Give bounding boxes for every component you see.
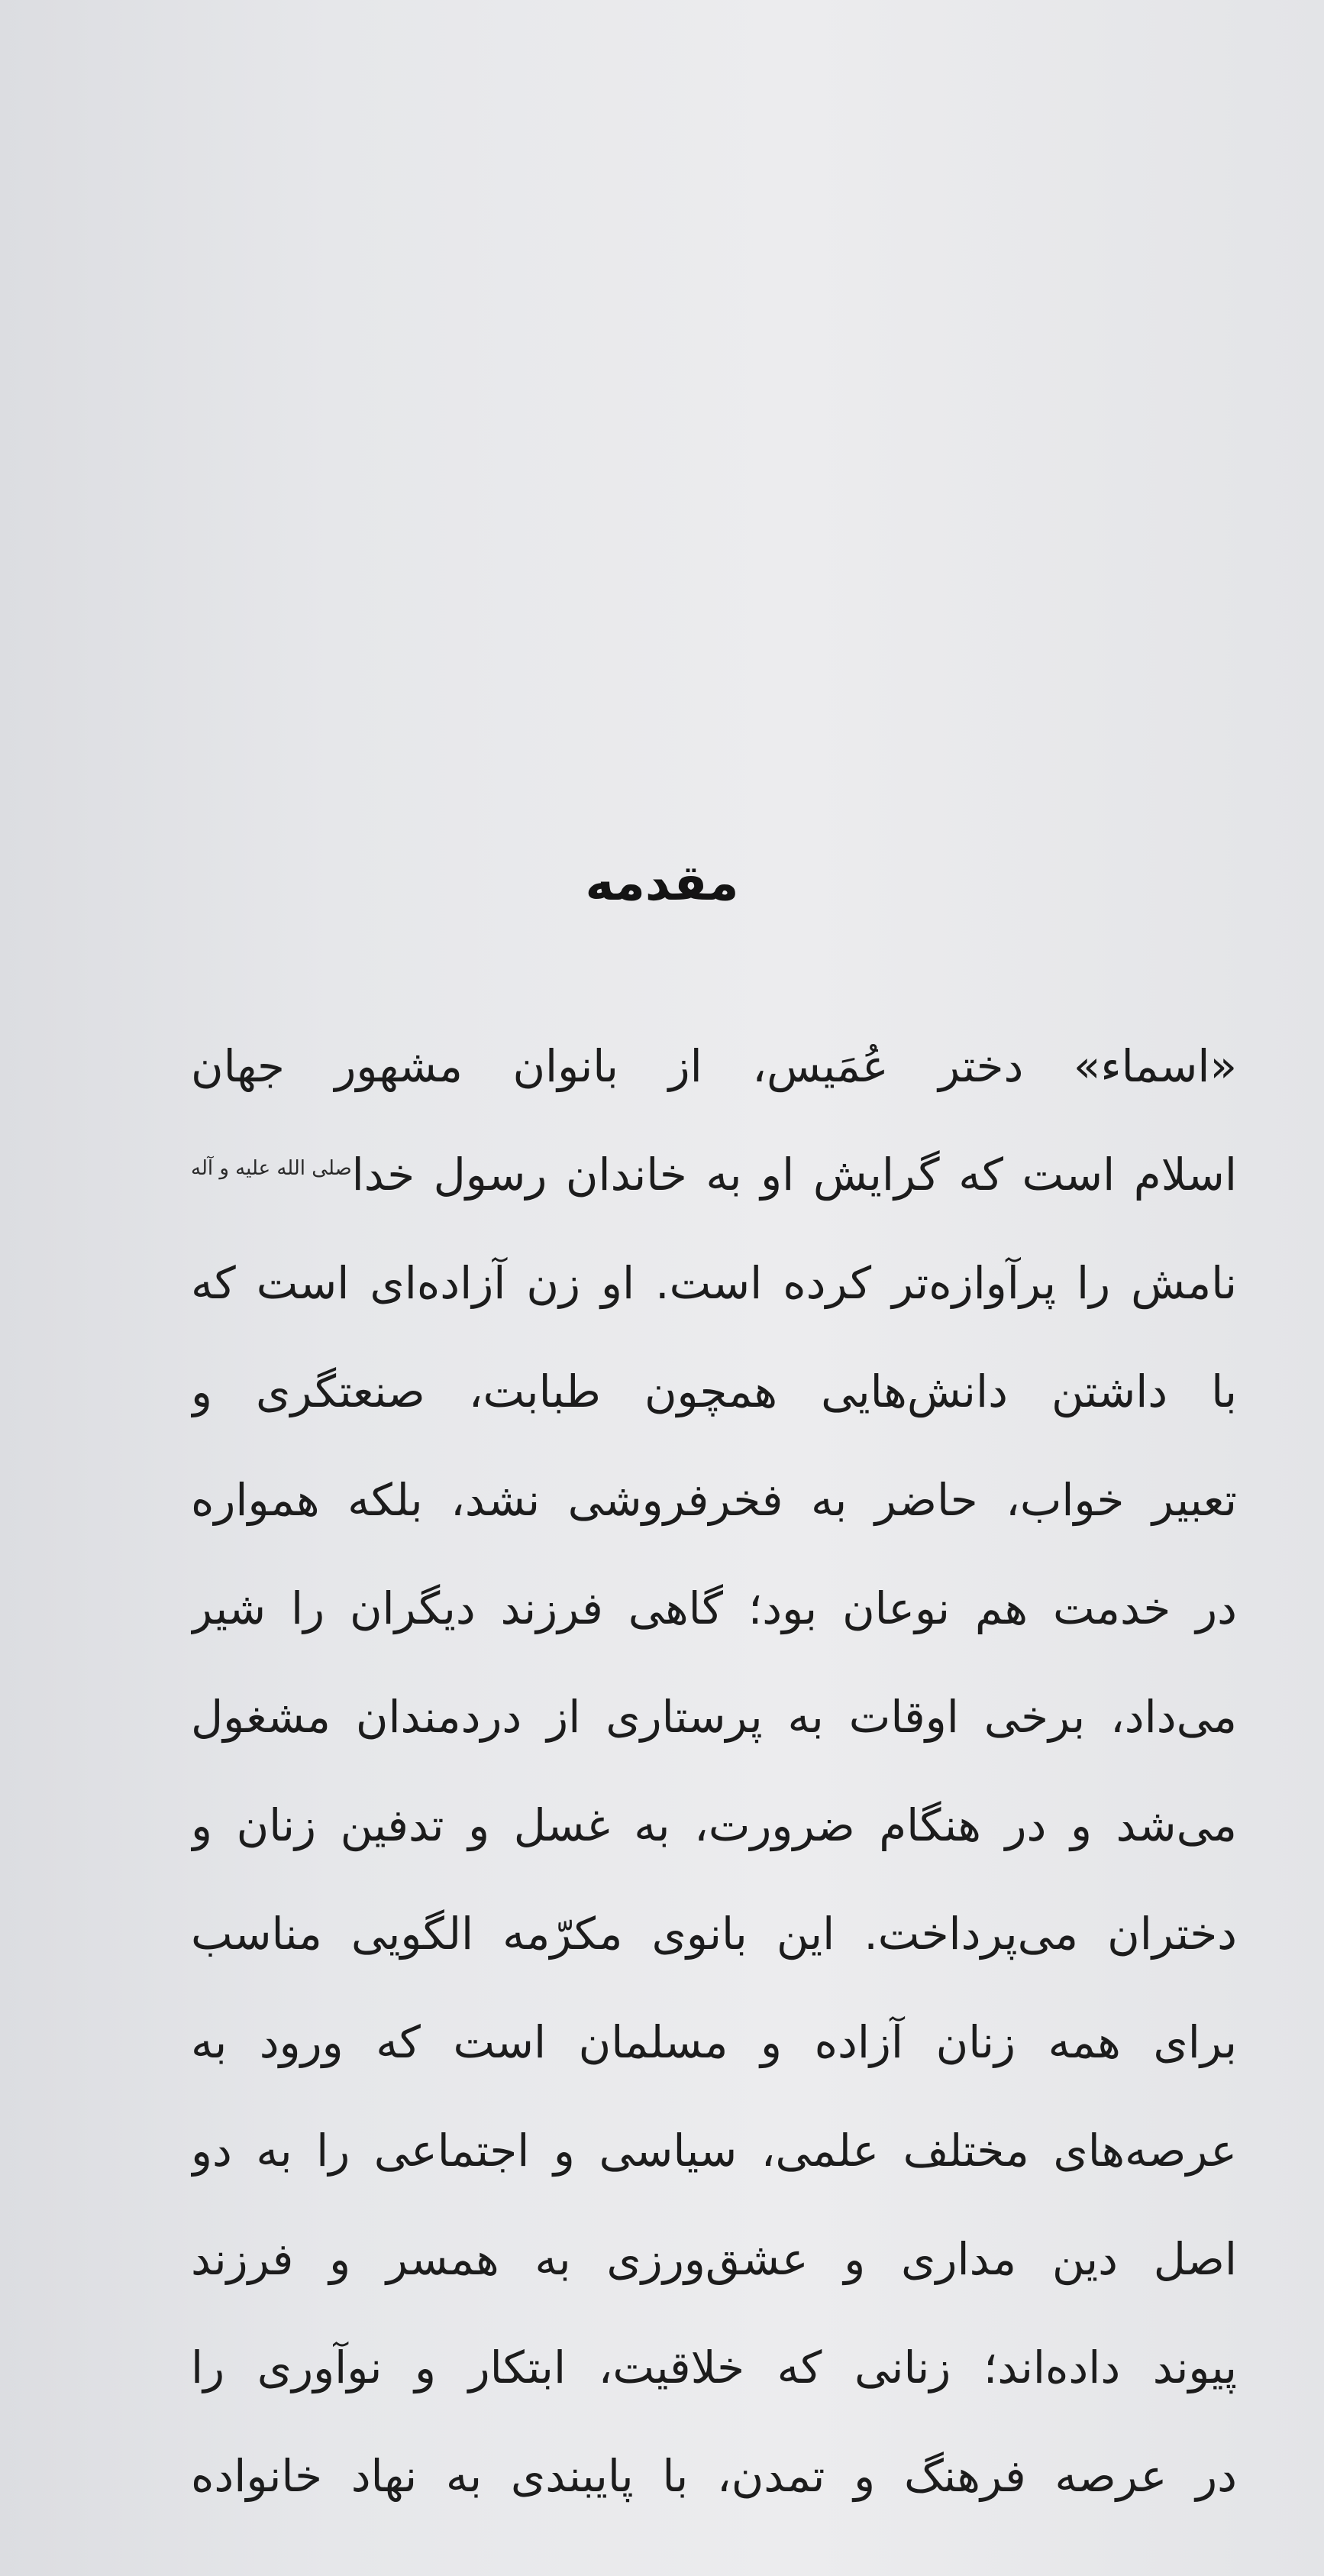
text-line: اصل دین مداری و عشق‌ورزی به همسر و فرزند	[191, 2233, 1237, 2285]
text-line: نامش را پرآوازه‌تر کرده است. او زن آزاده‌ای است که	[191, 1257, 1237, 1309]
text-line-content: اسلام است که گرایش او به خاندان رسول خدا	[351, 1149, 1237, 1201]
text-line: دختران می‌پرداخت. این بانوی مکرّمه الگویی مناسب	[191, 1908, 1237, 1960]
text-line: «اسماء» دختر عُمَیس، از بانوان مشهور جهان	[191, 1040, 1237, 1092]
text-line: تعبیر خواب، حاضر به فخرفروشی نشد، بلکه همواره	[191, 1474, 1237, 1526]
text-line: می‌شد و در هنگام ضرورت، به غسل و تدفین زنان و	[191, 1799, 1237, 1851]
introduction-paragraph	[191, 1012, 1237, 2530]
text-line: برای همه زنان آزاده و مسلمان است که ورود به	[191, 2016, 1237, 2068]
honorific-salutation: صلی الله علیه و آله	[191, 1156, 352, 1180]
text-line: پیوند داده‌اند؛ زنانی که خلاقیت، ابتکار و نوآوری را	[191, 2342, 1237, 2393]
text-line-with-honorific	[191, 1120, 1237, 1229]
text-line: با داشتن دانش‌هایی همچون طبابت، صنعتگری و	[191, 1366, 1237, 1417]
chapter-heading: مقدمه	[585, 855, 739, 912]
text-line: می‌داد، برخی اوقات به پرستاری از دردمندان مشغول	[191, 1691, 1237, 1743]
text-line: در عرصه فرهنگ و تمدن، با پایبندی به نهاد خانواده	[191, 2450, 1237, 2502]
text-line: عرصه‌های مختلف علمی، سیاسی و اجتماعی را به دو	[191, 2125, 1237, 2177]
text-line: در خدمت هم نوعان بود؛ گاهی فرزند دیگران را شیر	[191, 1582, 1237, 1634]
